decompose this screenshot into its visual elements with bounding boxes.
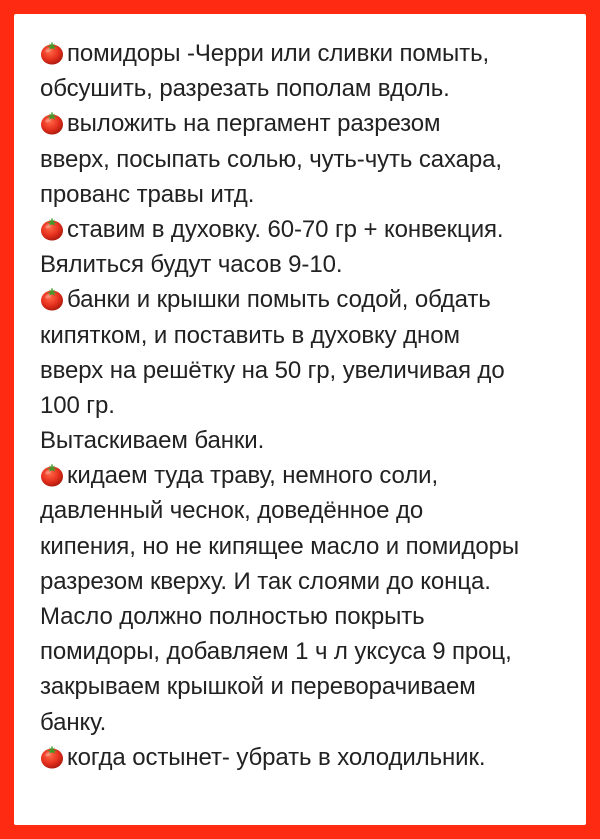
recipe-text: [40, 36, 588, 775]
line-text: обсушить, разрезать пополам вдоль.: [40, 75, 450, 103]
text-line: [40, 71, 588, 106]
text-line: [40, 493, 588, 528]
line-text: кипятком, и поставить в духовку дном: [40, 321, 460, 349]
text-line: [40, 36, 588, 71]
line-text: кидаем туда траву, немного соли,: [67, 462, 439, 490]
text-line: [40, 388, 588, 423]
text-line: [40, 282, 588, 317]
text-line: [40, 669, 588, 704]
line-text: Вытаскиваем банки.: [40, 427, 265, 455]
line-text: кипения, но не кипящее масло и помидоры: [40, 532, 520, 560]
line-text: Вялиться будут часов 9-10.: [40, 251, 343, 279]
text-line: [40, 599, 588, 634]
line-text: банки и крышки помыть содой, обдать: [67, 286, 491, 314]
text-line: [40, 318, 588, 353]
line-text: выложить на пергамент разрезом: [67, 110, 441, 138]
text-line: [40, 705, 588, 740]
text-line: [40, 106, 588, 141]
tomato-icon: [40, 463, 64, 487]
text-line: [40, 177, 588, 212]
line-text: 100 гр.: [40, 391, 115, 419]
line-text: Масло должно полностью покрыть: [40, 603, 425, 630]
tomato-icon: [40, 287, 64, 311]
line-text: давленный чеснок, доведённое до: [40, 497, 424, 525]
text-line: [40, 458, 588, 493]
tomato-icon: [40, 41, 64, 65]
text-line: [40, 212, 588, 247]
text-line: [40, 634, 588, 669]
text-line: [40, 740, 588, 775]
text-line: [40, 142, 588, 177]
line-text: когда остынет- убрать в холодильник.: [67, 743, 486, 771]
line-text: ставим в духовку. 60-70 гр + конвекция.: [67, 215, 504, 243]
tomato-icon: [40, 111, 64, 135]
line-text: разрезом кверху. И так слоями до конца.: [40, 567, 491, 595]
line-text: помидоры -Черри или сливки помыть,: [67, 40, 490, 67]
text-line: [40, 353, 588, 388]
tomato-icon: [40, 745, 64, 769]
line-text: закрываем крышкой и переворачиваем: [40, 673, 476, 701]
line-text: прованс травы итд.: [40, 180, 255, 208]
line-text: вверх на решётку на 50 гр, увеличивая до: [40, 356, 505, 384]
text-line: [40, 529, 588, 564]
text-line: [40, 423, 588, 458]
text-line: [40, 247, 588, 282]
tomato-icon: [40, 217, 64, 241]
line-text: вверх, посыпать солью, чуть-чуть сахара,: [40, 145, 502, 173]
text-line: [40, 564, 588, 599]
line-text: банку.: [40, 708, 107, 736]
recipe-card: [14, 14, 586, 825]
line-text: помидоры, добавляем 1 ч л уксуса 9 проц,: [40, 638, 512, 666]
